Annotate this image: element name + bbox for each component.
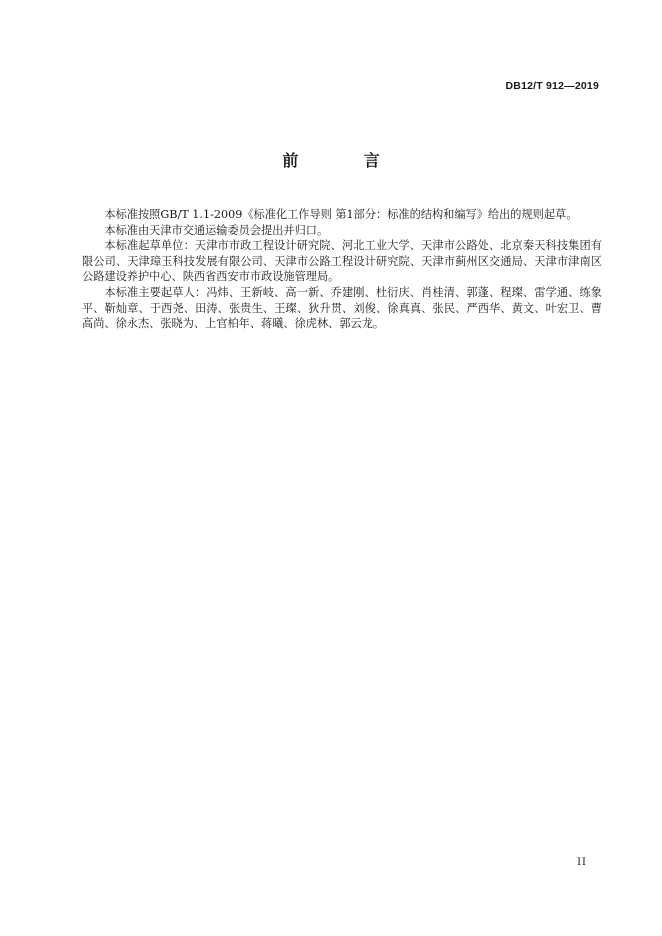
paragraph-drafters: 本标准主要起草人：冯炜、王新岐、高一新、乔建刚、杜衍庆、肖桂清、郭蓬、程璨、雷学通、练象平、靳灿章、于西尧、田涛、张贵生、王璨、狄升贯、刘俊、徐真真、张民、严西华、黄文、叶宏卫、曹高尚、徐永杰、张晓为、上官柏年、蒋曦、徐虎林、郭云龙。	[82, 285, 602, 331]
document-code: DB12/T 912—2019	[505, 80, 599, 92]
paragraph-drafting-rules: 本标准按照GB/T 1.1-2009《标准化工作导则 第1部分：标准的结构和编写》给出的规则起草。	[104, 208, 578, 221]
paragraph-proposer: 本标准由天津市交通运输委员会提出并归口。	[104, 223, 329, 237]
foreword-body	[82, 207, 602, 332]
page-title: 前 言	[282, 151, 410, 170]
paragraph-drafting-units: 本标准起草单位：天津市市政工程设计研究院、河北工业大学、天津市公路处、北京秦天科技集团有限公司、天津璋玉科技发展有限公司、天津市公路工程设计研究院、天津市蓟州区交通局、天津市津南区公路建设养护中心、陕西省西安市市政设施管理局。	[82, 239, 602, 284]
page-number: II	[577, 857, 587, 868]
